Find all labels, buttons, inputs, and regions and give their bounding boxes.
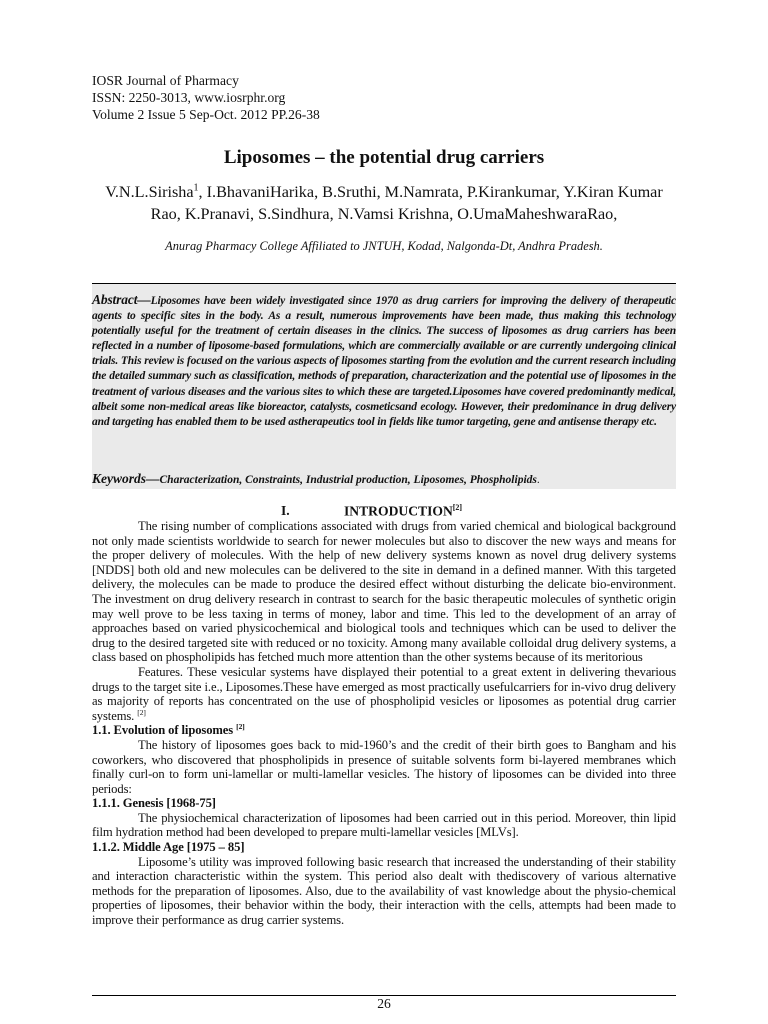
section-ref: [2] — [452, 503, 463, 512]
abstract-box — [92, 283, 676, 489]
journal-name: IOSR Journal of Pharmacy — [92, 73, 239, 88]
affiliation: Anurag Pharmacy College Affiliated to JNTUH, Kodad, Nalgonda-Dt, Andhra Pradesh. — [165, 239, 603, 253]
section-number: I. — [281, 503, 290, 518]
subsection-heading-evolution — [92, 723, 676, 738]
subsection-evolution-text: 1.1. Evolution of liposomes — [92, 723, 234, 738]
paper-title: Liposomes – the potential drug carriers — [223, 147, 545, 168]
paragraph-5: Liposome’s utility was improved following basic research that increased the understanding of their stability and interaction characteristic within the system. This period also dealt with thediscovery of various alternative methods for the preparation of liposomes. Also, due to the availability of vast knowledge about the physio-chemical properties of liposomes, their behavior within the body, their interaction with the cells, attempts had been made to improve their performance as drug carrier systems. — [92, 854, 676, 928]
paragraph-3: The history of liposomes goes back to mid-1960’s and the credit of their birth goes to Bangham and his coworkers, who discovered that phospholipids in presence of suitable solvents form bi-layered membranes which finally curl-on to form uni-lamellar or multi-lamellar vesicles. The history of liposomes can be divided into three periods: — [92, 737, 676, 796]
journal-issn: ISSN: 2250-3013, www.iosrphr.org — [92, 90, 286, 105]
keywords — [92, 471, 676, 487]
section-title-text: INTRODUCTION — [344, 503, 453, 519]
abstract — [92, 292, 676, 430]
keywords-label: Keywords— — [92, 471, 160, 486]
subsection-evolution-ref: [2] — [236, 722, 245, 732]
body-text — [92, 519, 676, 928]
keywords-text: Characterization, Constraints, Industrial production, Liposomes, Phospholipids — [159, 474, 537, 486]
journal-header — [92, 72, 320, 123]
subsection-heading-middle-age: 1.1.2. Middle Age [1975 – 85] — [92, 840, 245, 855]
first-author: V.N.L.Sirisha — [105, 183, 194, 201]
section-title — [344, 503, 462, 520]
paper-page — [92, 0, 676, 1024]
abstract-label: Abstract— — [92, 292, 151, 307]
paragraph-2-ref: [2] — [137, 707, 146, 717]
page-number: 26 — [377, 996, 391, 1011]
paragraph-4: The physiochemical characterization of liposomes had been carried out in this period. Moreover, thin lipid film hydration method had been developed to prepare multi-lamellar vesicles [MLVs]. — [92, 810, 676, 840]
other-authors: , I.BhavaniHarika, B.Sruthi, M.Namrata, P.Kirankumar, Y.Kiran Kumar Rao, K.Pranavi, S.Sindhura, N.Vamsi Krishna, O.UmaMaheshwaraRao, — [150, 183, 663, 223]
abstract-text: Liposomes have been widely investigated since 1970 as drug carriers for improving the delivery of therapeutic agents to specific sites in the body. As a result, numerous improvements have been made, thus making this technology potentially useful for the treatment of certain diseases in the clinics. The success of liposomes as drug carriers has been reflected in a number of liposome-based formulations, which are commercially available or are currently undergoing clinical trials. This review is focused on the various aspects of liposomes starting from the evolution and the current research including the detailed summary such as classification, methods of preparation, characterization and the potential use of liposomes in the treatment of various diseases and the various sites to which these are targeted.Liposomes have covered predominantly medical, albeit some non-medical areas like bioreactor, catalysts, cosmeticsand ecology. However, their predominance in drug delivery and targeting has enabled them to be used astherapeutics tool in fields like tumor targeting, gene and antisense therapy etc. — [92, 295, 676, 428]
author-list — [92, 181, 676, 225]
keywords-end: . — [536, 474, 540, 486]
author-affiliation-mark: 1 — [193, 182, 199, 194]
paragraph-2-text: Features. These vesicular systems have displayed their potential to a great extent in delivering thevarious drugs to the target site i.e., Liposomes.These have emerged as most practically usefulcarriers for in-vivo drug delivery as majority of reports has concentrated on the use of phospholipid vesicles or liposomes as potential drug carrier systems. — [92, 664, 676, 723]
journal-volume: Volume 2 Issue 5 Sep-Oct. 2012 PP.26-38 — [92, 107, 320, 122]
subsection-heading-genesis: 1.1.1. Genesis [1968-75] — [92, 796, 216, 811]
paragraph-1: The rising number of complications associated with drugs from varied chemical and biological background not only made scientists worldwide to search for newer molecules but also to discover the new ways and means for the proper delivery of molecules. With the help of new delivery systems known as novel drug delivery systems [NDDS] both old and new molecules can be delivered to the site in demand in a defined manner. With this targeted delivery, the molecules can be made to produce the desired effect without disturbing the delicate bio-environment. The investment on drug delivery research in contrast to search for the basic therapeutic molecules of synthetic origin may well prove to be less taxing in terms of money, labor and time. This led to the development of an array of approaches based on varied physicochemical and biological tools and techniques which can be used to deliver the drug to the desired targeted site with reduced or no toxicity. Among many available colloidal drug delivery systems, a class based on phospholipids has fetched much more attention than the other systems because of its meritorious — [92, 519, 676, 665]
paragraph-2 — [92, 665, 676, 723]
